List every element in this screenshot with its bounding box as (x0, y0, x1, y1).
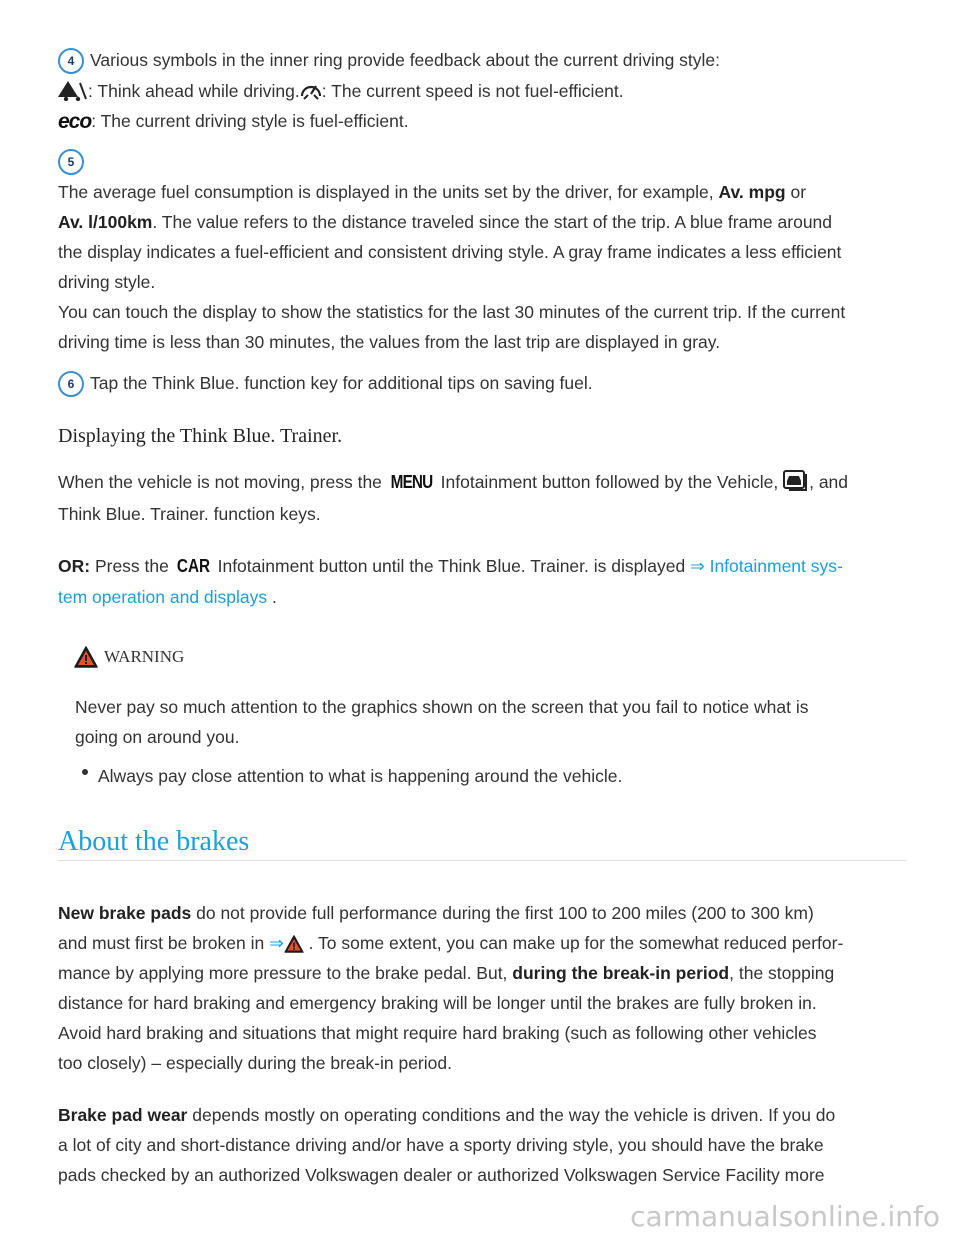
displaying-heading: Displaying the Think Blue. Trainer. (58, 425, 343, 447)
item-4-intro-line (58, 48, 720, 74)
or-label: OR: (58, 556, 91, 576)
item-6-line (58, 371, 593, 397)
displaying-text-4: . (267, 587, 277, 607)
brakes-text-2b: . To some extent, you can make up for the somewhat reduced perfor- (303, 933, 844, 953)
infotainment-link-part-1[interactable]: ⇒ Infotainment sys- (690, 556, 843, 576)
item-5-text-2: . The value refers to the distance traveled since the start of the trip. A blue frame around (152, 212, 833, 232)
item-5-line-2 (58, 210, 832, 234)
item-4-symbols-line (58, 79, 624, 107)
vehicle-icon (783, 470, 809, 498)
warning-line-1: Never pay so much attention to the graphics shown on the screen that you fail to notice what is (75, 697, 809, 717)
site-watermark: carmanualsonline.info (630, 1200, 940, 1233)
warning-line-2: going on around you. (75, 727, 240, 747)
item-5-text-1b: or (785, 182, 807, 202)
speedometer-icon (300, 81, 322, 107)
eco-text: : The current driving style is fuel-efficient. (91, 111, 409, 131)
section-divider (58, 860, 906, 861)
brakes-line-1 (58, 901, 814, 925)
brakes-line-3 (58, 961, 834, 985)
break-in-period-label: during the break-in period (512, 963, 730, 983)
brakes-section-title: About the brakes (58, 826, 250, 857)
warning-reference-icon[interactable] (284, 935, 304, 959)
displaying-text-3b: Infotainment button until the Think Blue. Trainer. is displayed (212, 556, 691, 576)
warning-title-row (74, 646, 184, 668)
menu-button-icon: MENU (390, 472, 433, 492)
pad-wear-line-3: pads checked by an authorized Volkswagen dealer or authorized Volkswagen Service Facility more (58, 1165, 825, 1185)
displaying-line-4 (58, 585, 277, 609)
item-5-line-6: driving time is less than 30 minutes, the values from the last trip are displayed in gray. (58, 332, 721, 352)
displaying-line-1 (58, 470, 848, 498)
pad-wear-text-1: depends mostly on operating conditions and the way the vehicle is driven. If you do (187, 1105, 836, 1125)
brake-pad-wear-label: Brake pad wear (58, 1105, 188, 1125)
brakes-text-2a: and must first be broken in (58, 933, 270, 953)
displaying-text-1a: When the vehicle is not moving, press the (58, 472, 387, 492)
warning-icon (74, 646, 98, 668)
brakes-line-5: Avoid hard braking and situations that might require hard braking (such as following other vehicles (58, 1023, 817, 1043)
think-ahead-icon (58, 79, 88, 107)
speed-text: : The current speed is not fuel-efficient. (321, 81, 624, 101)
item-5-text-1a: The average fuel consumption is displayed in the units set by the driver, for example, (58, 182, 719, 202)
displaying-text-1c: , and (809, 472, 849, 492)
warning-bullet-text: Always pay close attention to what is happening around the vehicle. (98, 766, 623, 786)
callout-4-badge: 4 (58, 48, 84, 74)
brakes-text-1: do not provide full performance during the first 100 to 200 miles (200 to 300 km) (191, 903, 814, 923)
displaying-text-1b: Infotainment button followed by the Vehicle, (435, 472, 784, 492)
infotainment-link-part-2[interactable]: tem operation and displays (58, 587, 268, 607)
displaying-line-3 (58, 554, 843, 578)
brakes-line-4: distance for hard braking and emergency braking will be longer until the brakes are fully broken in. (58, 993, 817, 1013)
pad-wear-line-2: a lot of city and short-distance driving and/or have a sporty driving style, you should have the brake (58, 1135, 824, 1155)
item-5-line-5: You can touch the display to show the statistics for the last 30 minutes of the current trip. If the current (58, 302, 846, 322)
warning-bullet-dot (82, 769, 88, 775)
item-5-line-3: the display indicates a fuel-efficient and consistent driving style. A gray frame indicates a less efficient (58, 242, 842, 262)
warning-title: WARNING (104, 647, 185, 666)
item-6-text: Tap the Think Blue. function key for additional tips on saving fuel. (90, 373, 593, 393)
item-5-line-4: driving style. (58, 272, 156, 292)
eco-icon: eco (58, 110, 92, 133)
item-4-eco-line (58, 109, 409, 134)
brakes-text-3b: , the stopping (729, 963, 835, 983)
think-ahead-text: : Think ahead while driving. (88, 81, 300, 101)
brakes-line-2 (58, 931, 843, 959)
car-button-icon: CAR (176, 556, 210, 576)
displaying-line-2: Think Blue. Trainer. function keys. (58, 504, 321, 524)
warning-reference-arrow[interactable]: ⇒ (269, 933, 284, 953)
displaying-text-3a: Press the (90, 556, 174, 576)
brakes-text-3a: mance by applying more pressure to the brake pedal. But, (58, 963, 513, 983)
callout-5-badge: 5 (58, 149, 84, 175)
pad-wear-line-1 (58, 1103, 835, 1127)
av-mpg-label: Av. mpg (718, 182, 786, 202)
item-5-badge-line (58, 149, 90, 175)
item-5-line-1 (58, 180, 806, 204)
brakes-line-6: too closely) – especially during the break-in period. (58, 1053, 452, 1073)
av-l100km-label: Av. l/100km (58, 212, 153, 232)
item-4-intro: Various symbols in the inner ring provide feedback about the current driving style: (90, 50, 721, 70)
callout-6-badge: 6 (58, 371, 84, 397)
new-brake-pads-label: New brake pads (58, 903, 192, 923)
